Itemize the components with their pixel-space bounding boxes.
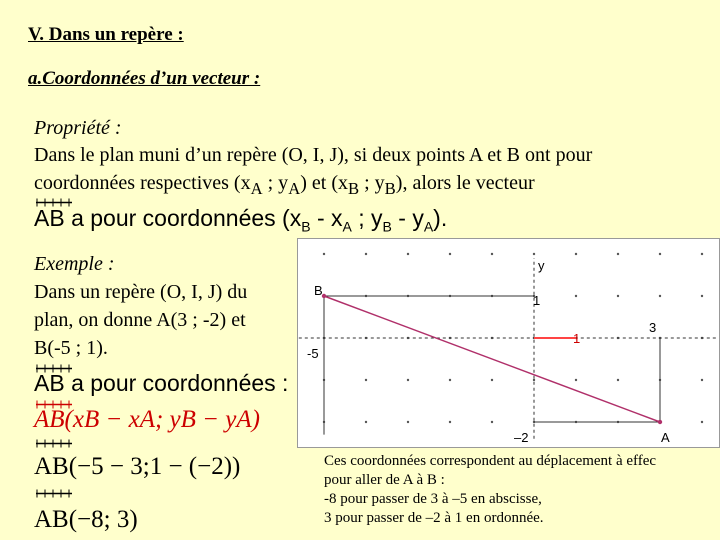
grid-dot: [659, 295, 661, 297]
grid-dot: [575, 295, 577, 297]
label-minus-2: –2: [514, 430, 529, 445]
grid-dot: [701, 421, 703, 423]
grid-dot: [365, 421, 367, 423]
example-line-4: AB a pour coordonnées :: [34, 370, 289, 396]
property-formula: AB a pour coordonnées ($x_B - x_A$ ; $y_B - y_A$).: [34, 205, 448, 235]
label-3: 3: [649, 320, 657, 335]
label-B: B: [314, 283, 323, 298]
grid-dot: [449, 253, 451, 255]
note-line-2: pour aller de A à B :: [324, 472, 445, 488]
grid-dot: [491, 253, 493, 255]
grid-dot: [449, 421, 451, 423]
point-A: [658, 420, 662, 424]
grid-dot: [533, 253, 535, 255]
section-heading: V. Dans un repère :: [28, 24, 184, 45]
math-line-3: AB(−8; 3): [34, 506, 138, 533]
note-line-1: Ces coordonnées correspondent au déplacement à effec: [324, 453, 657, 469]
coordinate-graph: [297, 238, 720, 448]
grid-dot: [701, 379, 703, 381]
note-line-3: -8 pour passer de 3 à –5 en abscisse,: [324, 491, 542, 507]
label-y: y: [538, 258, 545, 273]
grid-dot: [491, 379, 493, 381]
example-line-3: B(-5 ; 1).: [34, 337, 108, 359]
graph-canvas: [297, 238, 720, 448]
example-line-2: plan, on donne A(3 ; -2) et: [34, 309, 246, 331]
grid-dot: [701, 253, 703, 255]
grid-dot: [407, 421, 409, 423]
label-minus-5: -5: [307, 346, 319, 361]
grid-dot: [617, 379, 619, 381]
vector-arrow-icon-5: [34, 487, 74, 500]
grid-dot: [449, 379, 451, 381]
math-line-1: AB(xB − xA; yB − yA): [34, 406, 260, 433]
example-line-1: Dans un repère (O, I, J) du: [34, 281, 248, 303]
grid-dot: [407, 253, 409, 255]
grid-dot: [365, 253, 367, 255]
grid-dot: [575, 379, 577, 381]
grid-dot: [659, 253, 661, 255]
label-A: A: [661, 430, 670, 445]
property-line-2: coordonnées respectives ($x_A$ ; $y_A$) et ($x_B$ ; $y_B$), alors le vecteur: [34, 172, 535, 198]
grid-dot: [323, 253, 325, 255]
label-1-x: 1: [573, 331, 581, 346]
property-title: Propriété :: [34, 117, 122, 139]
grid-dot: [491, 421, 493, 423]
example-title: Exemple :: [34, 253, 115, 275]
grid-dot: [617, 253, 619, 255]
note-line-4: 3 pour passer de –2 à 1 en ordonnée.: [324, 510, 544, 526]
graph-frame: [298, 239, 720, 448]
grid-dot: [575, 253, 577, 255]
vector-arrow-icon-4: [34, 437, 74, 450]
grid-dot: [701, 295, 703, 297]
grid-dot: [365, 379, 367, 381]
label-1-y: 1: [533, 293, 541, 308]
math-line-2: AB(−5 − 3;1 − (−2)): [34, 453, 241, 480]
subsection-heading: a.Coordonnées d’un vecteur :: [28, 68, 261, 89]
property-line-1: Dans le plan muni d’un repère (O, I, J), si deux points A et B ont pour: [34, 144, 593, 166]
grid-dot: [617, 295, 619, 297]
grid-dot: [407, 379, 409, 381]
grid-dot: [533, 379, 535, 381]
